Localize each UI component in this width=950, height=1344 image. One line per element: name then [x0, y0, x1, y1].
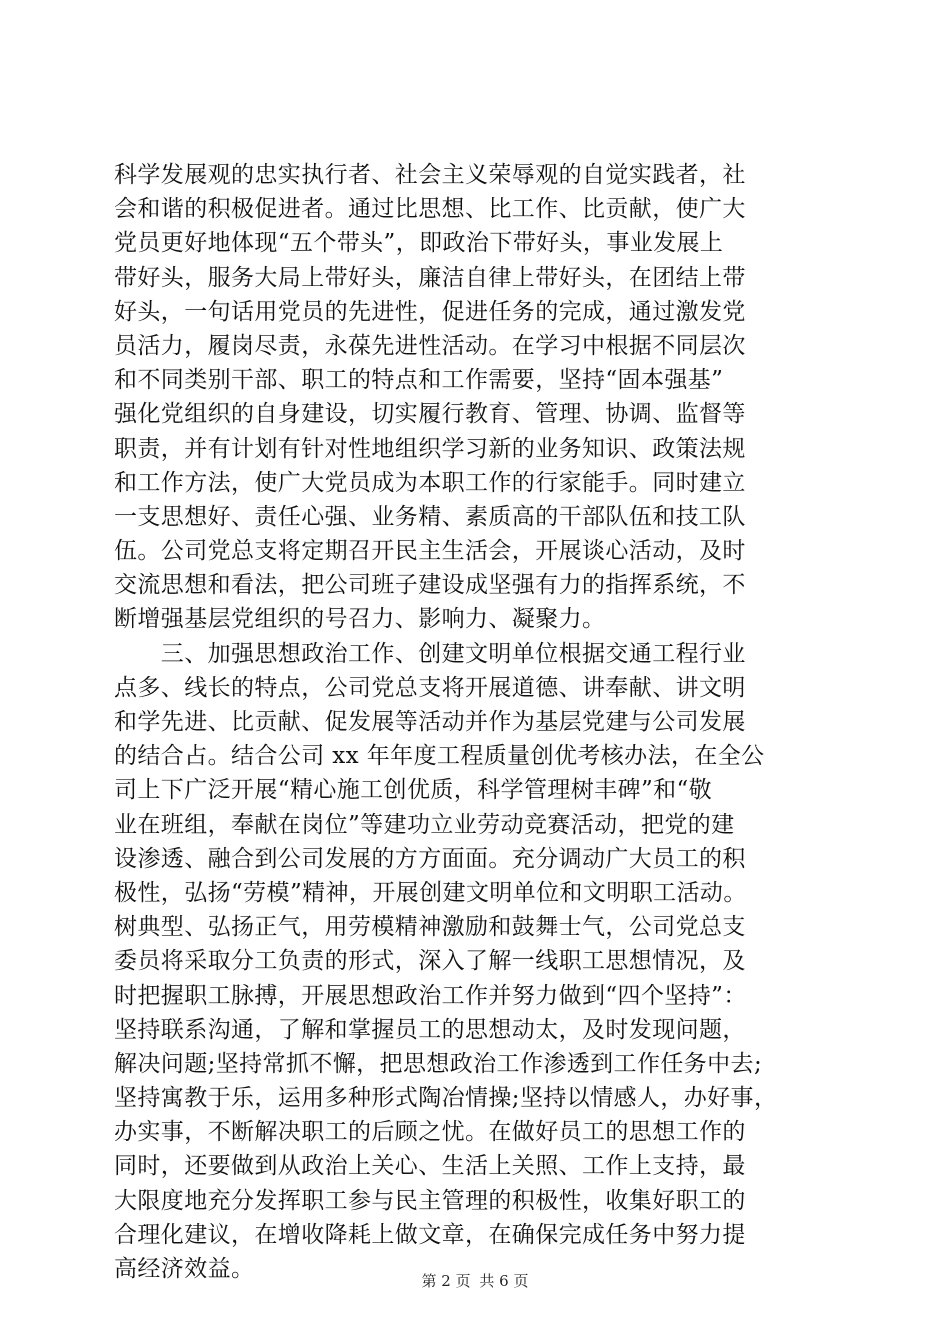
text-line: 和学先进、比贡献、促发展等活动并作为基层党建与公司发展	[114, 709, 746, 735]
text-line: 解决问题;坚持常抓不懈，把思想政治工作渗透到工作任务中去;	[114, 1050, 763, 1077]
text-line: 的结合占。结合公司 xx 年年度工程质量创优考核办法，在全公	[114, 743, 765, 770]
text-line: 和不同类别干部、职工的特点和工作需要，坚持“固本强基”	[114, 367, 724, 394]
text-line: 会和谐的积极促进者。通过比思想、比工作、比贡献，使广大	[114, 196, 746, 223]
text-line: 司上下广泛开展“精心施工创优质，科学管理树丰碑”和“敬	[114, 777, 713, 804]
text-line: 时把握职工脉搏，开展思想政治工作并努力做到“四个坚持”：	[114, 982, 747, 1009]
text-line: 强化党组织的自身建设，切实履行教育、管理、协调、监督等	[114, 401, 746, 428]
text-line: 业在班组，奉献在岗位”等建功立业劳动竞赛活动，把党的建	[114, 811, 735, 838]
page-footer	[0, 1270, 950, 1291]
text-line: 交流思想和看法，把公司班子建设成坚强有力的指挥系统，不	[114, 572, 746, 599]
page-number: 第 2 页	[421, 1272, 471, 1290]
text-line: 党员更好地体现“五个带头”，即政治下带好头，事业发展上	[114, 230, 724, 257]
text-line: 高经济效益。	[114, 1256, 255, 1282]
text-line: 和工作方法，使广大党员成为本职工作的行家能手。同时建立	[114, 469, 746, 496]
text-line: 坚持寓教于乐，运用多种形式陶冶情操;坚持以情感人，办好事，	[114, 1085, 778, 1112]
text-line: 科学发展观的忠实执行者、社会主义荣辱观的自觉实践者，社	[114, 162, 746, 188]
text-line: 同时，还要做到从政治上关心、生活上关照、工作上支持，最	[114, 1153, 746, 1180]
page-total: 共 6 页	[479, 1272, 529, 1290]
text-line: 三、加强思想政治工作、创建文明单位根据交通工程行业	[114, 640, 746, 667]
text-line: 极性，弘扬“劳模”精神，开展创建文明单位和文明职工活动。	[114, 879, 747, 906]
text-line: 断增强基层党组织的号召力、影响力、凝聚力。	[114, 606, 606, 633]
text-line: 带好头，服务大局上带好头，廉洁自律上带好头，在团结上带	[114, 264, 746, 291]
text-line: 办实事，不断解决职工的后顾之忧。在做好员工的思想工作的	[114, 1119, 746, 1146]
text-line: 树典型、弘扬正气，用劳模精神激励和鼓舞士气，公司党总支	[114, 914, 746, 941]
text-line: 设渗透、融合到公司发展的方方面面。充分调动广大员工的积	[114, 845, 746, 872]
text-line: 一支思想好、责任心强、业务精、素质高的干部队伍和技工队	[114, 503, 746, 530]
text-line: 大限度地充分发挥职工参与民主管理的积极性，收集好职工的	[114, 1187, 746, 1214]
text-line: 职责，并有计划有针对性地组织学习新的业务知识、政策法规	[114, 435, 746, 462]
body-text	[114, 158, 844, 1286]
text-line: 合理化建议，在增收降耗上做文章，在确保完成任务中努力提	[114, 1221, 746, 1248]
text-line: 伍。公司党总支将定期召开民主生活会，开展谈心活动，及时	[114, 538, 746, 565]
text-line: 委员将采取分工负责的形式，深入了解一线职工思想情况，及	[114, 948, 746, 975]
text-line: 坚持联系沟通，了解和掌握员工的思想动太，及时发现问题，	[114, 1016, 746, 1043]
text-line: 点多、线长的特点，公司党总支将开展道德、讲奉献、讲文明	[114, 674, 746, 701]
text-line: 员活力，履岗尽责，永葆先进性活动。在学习中根据不同层次	[114, 332, 746, 359]
text-line: 好头，一句话用党员的先进性，促进任务的完成，通过激发党	[114, 298, 746, 325]
